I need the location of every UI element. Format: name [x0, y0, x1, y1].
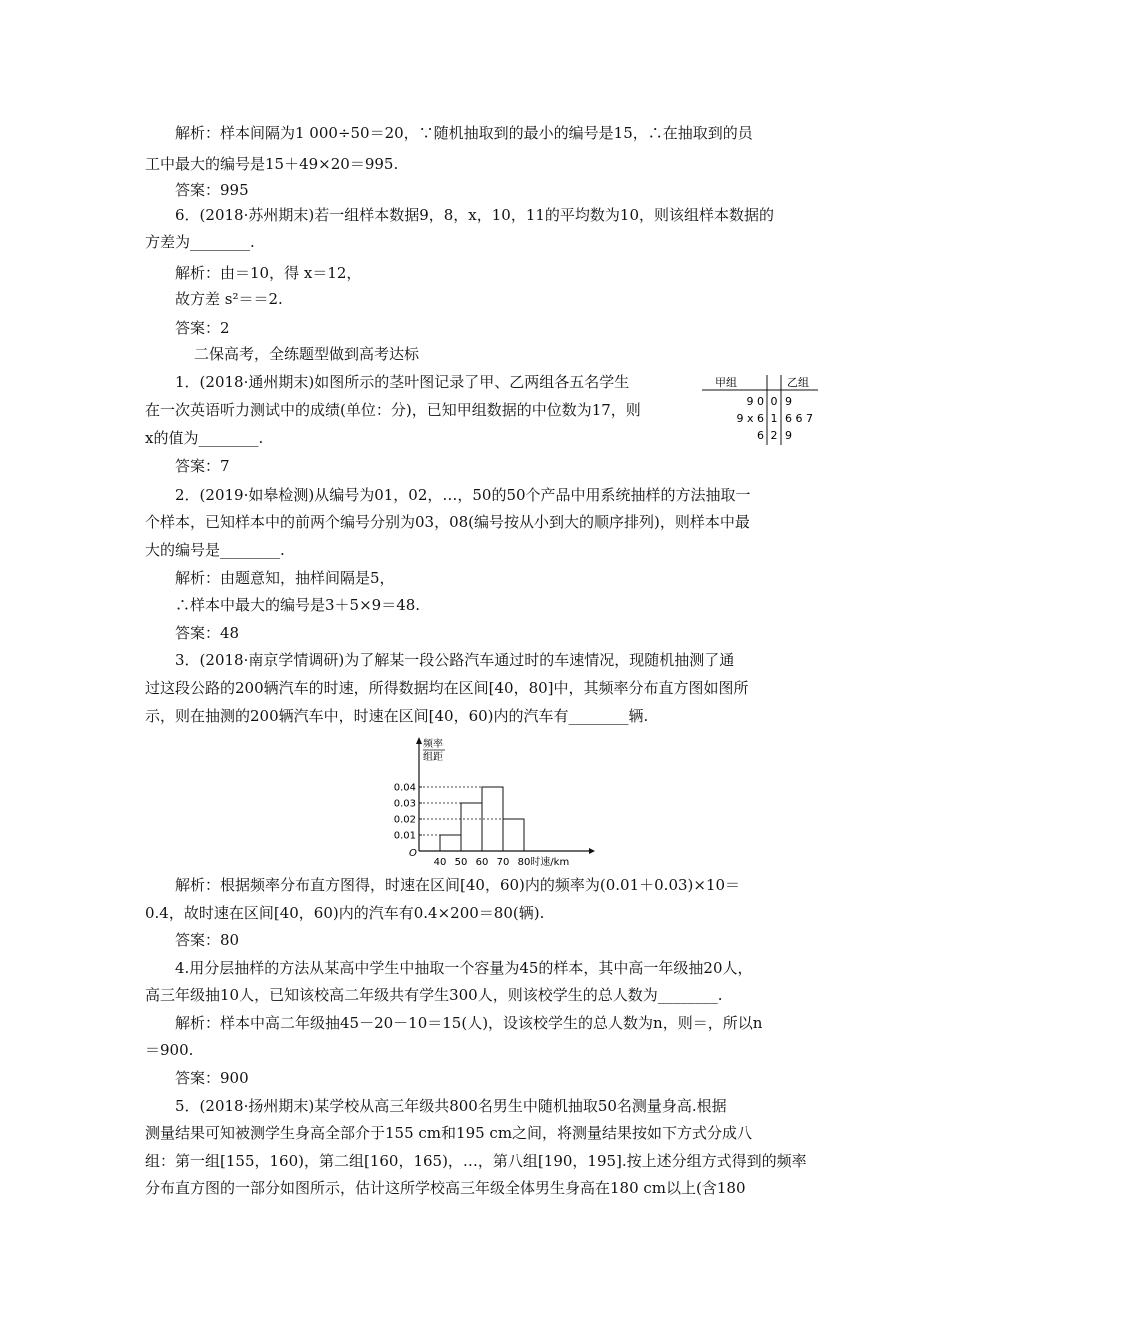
text-line: 答案：995 [175, 181, 249, 199]
stem-leaf-left-leaves: 9 0 [746, 395, 764, 408]
stem-leaf-right-leaves: 9 [785, 395, 792, 408]
x-tick-label: 40 [433, 857, 447, 868]
stem-leaf-stem: 0 [770, 395, 778, 408]
x-tick-label: 60 [475, 857, 489, 868]
text-line: 解析：由＝10，得 x＝12， [175, 264, 362, 282]
stem-leaf-left-header: 甲组 [715, 376, 737, 389]
stem-leaf-right-leaves: 6 6 7 [785, 412, 813, 425]
frequency-histogram [393, 735, 597, 868]
histogram-bar [503, 819, 524, 851]
x-axis-arrow [589, 848, 595, 854]
text-line: 0.4，故时速在区间[40，60)内的汽车有0.4×200＝80(辆). [145, 904, 545, 922]
text-line: 示，则在抽测的200辆汽车中，时速在区间[40，60)内的汽车有________辆. [145, 707, 649, 725]
y-tick-label: 0.01 [393, 830, 416, 842]
origin-label: O [409, 848, 417, 859]
histogram-bar [461, 803, 482, 851]
text-line: 组：第一组[155，160)，第二组[160，165)，…，第八组[190，195].按上述分组方式得到的频率 [145, 1152, 807, 1170]
text-line: 解析：由题意知，抽样间隔是5， [175, 569, 395, 587]
text-line: 4.用分层抽样的方法从某高中学生中抽取一个容量为45的样本，其中高一年级抽20人， [175, 959, 753, 977]
y-tick-label: 0.03 [393, 798, 416, 810]
text-line: 大的编号是________. [145, 541, 285, 559]
text-line: 工中最大的编号是15＋49×20＝995. [145, 155, 399, 173]
text-line: 故方差 s²＝＝2. [175, 290, 283, 308]
section-heading: 二保高考，全练题型做到高考达标 [194, 345, 420, 363]
y-axis-arrow [416, 737, 422, 744]
text-line: 解析：根据频率分布直方图得，时速在区间[40，60)内的频率为(0.01＋0.03)×10＝ [175, 876, 741, 894]
y-tick-label: 0.04 [393, 782, 416, 794]
text-line: 过这段公路的200辆汽车的时速，所得数据均在区间[40，80]中，其频率分布直方图如图所 [145, 679, 749, 697]
text-line: 答案：80 [175, 931, 240, 949]
stem-leaf-left-leaves: 9 x 6 [736, 412, 764, 425]
x-axis-label: 时速/km [530, 857, 570, 868]
text-line: ∴样本中最大的编号是3＋5×9＝48. [175, 596, 421, 614]
text-line: 解析：样本中高二年级抽45－20－10＝15(人)，设该校学生的总人数为n，则＝，所以n [175, 1014, 763, 1032]
stem-leaf-left-leaves: 6 [757, 429, 764, 442]
text-line: 1．(2018·通州期末)如图所示的茎叶图记录了甲、乙两组各五名学生 [175, 373, 630, 391]
stem-leaf-stem: 2 [770, 429, 778, 442]
text-line: 个样本，已知样本中的前两个编号分别为03，08(编号按从小到大的顺序排列)，则样本中最 [145, 513, 750, 531]
text-line: 测量结果可知被测学生身高全部介于155 cm和195 cm之间，将测量结果按如下方式分成八 [145, 1124, 753, 1142]
stem-leaf-stem: 1 [770, 412, 778, 425]
y-tick-label: 0.02 [393, 814, 416, 826]
stem-leaf-right-header: 乙组 [787, 376, 809, 389]
text-line: 2．(2019·如皋检测)从编号为01，02，…，50的50个产品中用系统抽样的方法抽取一 [175, 486, 751, 504]
histogram-bar [440, 835, 461, 851]
text-line: 解析：样本间隔为1 000÷50＝20，∵随机抽取到的最小的编号是15，∴在抽取到的员 [175, 124, 753, 142]
text-line: ＝900. [145, 1041, 194, 1059]
text-line: 在一次英语听力测试中的成绩(单位：分)，已知甲组数据的中位数为17，则 [145, 401, 641, 419]
text-line: 答案：2 [175, 319, 230, 337]
x-tick-label: 50 [454, 857, 468, 868]
stem-leaf-right-leaves: 9 [785, 429, 792, 442]
text-line: 答案：48 [175, 624, 240, 642]
text-line: 3．(2018·南京学情调研)为了解某一段公路汽车通过时的车速情况，现随机抽测了通 [175, 651, 735, 669]
x-tick-label: 80 [517, 857, 531, 868]
y-axis-label-numerator: 频率 [423, 739, 443, 750]
text-line: 分布直方图的一部分如图所示，估计这所学校高三年级全体男生身高在180 cm以上(含180 [145, 1179, 746, 1197]
stem-leaf-plot [700, 373, 820, 445]
text-line: 6．(2018·苏州期末)若一组样本数据9，8，x，10，11的平均数为10，则该组样本数据的 [175, 206, 774, 224]
text-line: x的值为________. [145, 429, 264, 447]
text-line: 答案：7 [175, 457, 230, 475]
text-line: 方差为________. [145, 233, 255, 251]
x-tick-label: 70 [496, 857, 510, 868]
text-line: 5．(2018·扬州期末)某学校从高三年级共800名男生中随机抽取50名测量身高.根据 [175, 1097, 727, 1115]
text-line: 高三年级抽10人，已知该校高二年级共有学生300人，则该校学生的总人数为________. [145, 986, 723, 1004]
y-axis-label-denominator: 组距 [423, 752, 443, 763]
text-line: 答案：900 [175, 1069, 249, 1087]
